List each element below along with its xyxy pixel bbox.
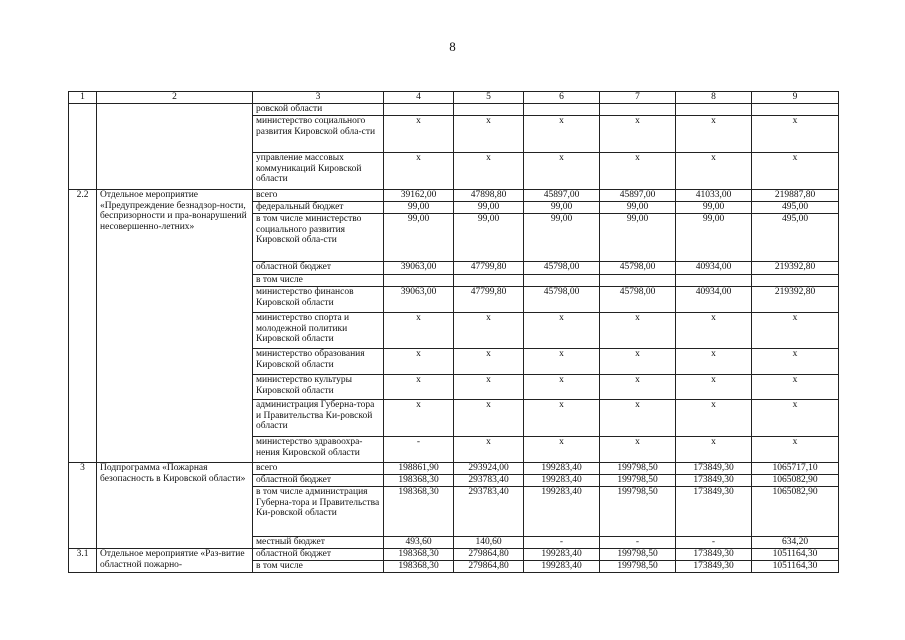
value-cell: 199283,40 xyxy=(524,463,600,475)
value-cell: х xyxy=(384,400,454,437)
header-cell: 9 xyxy=(752,92,839,104)
value-cell: 47799,80 xyxy=(454,287,524,313)
value-cell: 199283,40 xyxy=(524,561,600,573)
value-cell: х xyxy=(454,437,524,463)
value-cell: 45798,00 xyxy=(524,262,600,275)
value-cell: 45798,00 xyxy=(600,287,676,313)
value-cell: 199283,40 xyxy=(524,549,600,561)
value-cell: 99,00 xyxy=(384,214,454,262)
value-cell: 634,20 xyxy=(752,537,839,549)
value-cell: 99,00 xyxy=(454,202,524,214)
page-number: 8 xyxy=(449,39,456,54)
funding-source-cell: в том числе министерство социального развития Кировской обла-сти xyxy=(253,214,384,262)
activity-name-cell: Отдельное мероприятие «Раз-витие областной пожарно- xyxy=(97,549,253,573)
value-cell: х xyxy=(454,116,524,153)
value-cell: 40934,00 xyxy=(676,262,752,275)
value-cell: 495,00 xyxy=(752,214,839,262)
header-cell: 2 xyxy=(97,92,253,104)
funding-source-cell: местный бюджет xyxy=(253,537,384,549)
value-cell: 199798,50 xyxy=(600,475,676,487)
value-cell: 173849,30 xyxy=(676,463,752,475)
value-cell xyxy=(600,275,676,287)
value-cell: 39063,00 xyxy=(384,287,454,313)
value-cell: 495,00 xyxy=(752,202,839,214)
funding-source-cell: министерство финансов Кировской области xyxy=(253,287,384,313)
value-cell: 45897,00 xyxy=(600,190,676,202)
value-cell: 199283,40 xyxy=(524,475,600,487)
funding-source-cell: в том числе xyxy=(253,275,384,287)
value-cell: х xyxy=(676,313,752,349)
value-cell: х xyxy=(752,116,839,153)
value-cell: х xyxy=(752,313,839,349)
value-cell: 198368,30 xyxy=(384,561,454,573)
value-cell: 199798,50 xyxy=(600,487,676,537)
value-cell: 39162,00 xyxy=(384,190,454,202)
header-cell: 6 xyxy=(524,92,600,104)
row-number-cell: 3.1 xyxy=(69,549,97,573)
value-cell: 198368,30 xyxy=(384,475,454,487)
funding-source-cell: министерство социального развития Кировской обла-сти xyxy=(253,116,384,153)
value-cell: х xyxy=(600,375,676,400)
value-cell: 39063,00 xyxy=(384,262,454,275)
value-cell: 493,60 xyxy=(384,537,454,549)
value-cell xyxy=(752,275,839,287)
funding-source-cell: областной бюджет xyxy=(253,262,384,275)
value-cell: х xyxy=(676,375,752,400)
value-cell: х xyxy=(384,313,454,349)
value-cell: 293924,00 xyxy=(454,463,524,475)
value-cell xyxy=(752,104,839,116)
funding-source-cell: всего xyxy=(253,190,384,202)
value-cell: 99,00 xyxy=(600,214,676,262)
value-cell: 1065082,90 xyxy=(752,487,839,537)
activity-name-cell xyxy=(97,104,253,190)
funding-source-cell: федеральный бюджет xyxy=(253,202,384,214)
value-cell: 1051164,30 xyxy=(752,561,839,573)
value-cell xyxy=(600,104,676,116)
value-cell: 45798,00 xyxy=(600,262,676,275)
value-cell: 199798,50 xyxy=(600,463,676,475)
funding-source-cell: министерство здравоохра-нения Кировской области xyxy=(253,437,384,463)
value-cell: х xyxy=(600,437,676,463)
funding-source-cell: всего xyxy=(253,463,384,475)
table-row xyxy=(69,549,839,561)
value-cell: х xyxy=(752,375,839,400)
value-cell: х xyxy=(384,116,454,153)
budget-table xyxy=(68,91,839,573)
value-cell: 99,00 xyxy=(676,202,752,214)
value-cell: - xyxy=(676,537,752,549)
value-cell xyxy=(454,104,524,116)
value-cell: 173849,30 xyxy=(676,561,752,573)
activity-name-cell: Отдельное мероприятие «Предупреждение безнадзор-ности, беспризорности и пра-вонарушений несовершенно-летних» xyxy=(97,190,253,463)
funding-source-cell: администрация Губерна-тора и Правительства Ки-ровской области xyxy=(253,400,384,437)
value-cell: - xyxy=(384,437,454,463)
value-cell: 219392,80 xyxy=(752,287,839,313)
value-cell: 1065082,90 xyxy=(752,475,839,487)
value-cell: х xyxy=(454,153,524,190)
value-cell: 293783,40 xyxy=(454,487,524,537)
value-cell: х xyxy=(454,375,524,400)
header-cell: 4 xyxy=(384,92,454,104)
table-row xyxy=(69,190,839,202)
value-cell: х xyxy=(600,153,676,190)
value-cell: 199798,50 xyxy=(600,561,676,573)
row-number-cell xyxy=(69,104,97,190)
value-cell: 99,00 xyxy=(676,214,752,262)
funding-source-cell: в том числе xyxy=(253,561,384,573)
value-cell xyxy=(676,104,752,116)
value-cell: 219392,80 xyxy=(752,262,839,275)
value-cell: 99,00 xyxy=(384,202,454,214)
value-cell: 199798,50 xyxy=(600,549,676,561)
value-cell: 99,00 xyxy=(524,202,600,214)
row-number-cell: 2.2 xyxy=(69,190,97,463)
funding-source-cell: ровской области xyxy=(253,104,384,116)
value-cell: х xyxy=(454,349,524,375)
value-cell: х xyxy=(752,400,839,437)
funding-source-cell: областной бюджет xyxy=(253,475,384,487)
header-cell: 5 xyxy=(454,92,524,104)
table-row xyxy=(69,104,839,116)
value-cell: 47799,80 xyxy=(454,262,524,275)
value-cell xyxy=(384,104,454,116)
value-cell: х xyxy=(384,375,454,400)
header-cell: 8 xyxy=(676,92,752,104)
value-cell: х xyxy=(384,153,454,190)
value-cell: 45798,00 xyxy=(524,287,600,313)
value-cell: х xyxy=(676,349,752,375)
funding-source-cell: управление массовых коммуникаций Кировской области xyxy=(253,153,384,190)
value-cell: 99,00 xyxy=(524,214,600,262)
value-cell: х xyxy=(600,349,676,375)
header-cell: 1 xyxy=(69,92,97,104)
funding-source-cell: областной бюджет xyxy=(253,549,384,561)
header-cell: 7 xyxy=(600,92,676,104)
value-cell xyxy=(524,275,600,287)
value-cell xyxy=(676,275,752,287)
value-cell: 279864,80 xyxy=(454,561,524,573)
value-cell: 1065717,10 xyxy=(752,463,839,475)
value-cell: х xyxy=(454,313,524,349)
activity-name-cell: Подпрограмма «Пожарная безопасность в Кировской области» xyxy=(97,463,253,549)
value-cell: х xyxy=(600,116,676,153)
value-cell: - xyxy=(600,537,676,549)
value-cell: 41033,00 xyxy=(676,190,752,202)
value-cell: 173849,30 xyxy=(676,487,752,537)
value-cell: 40934,00 xyxy=(676,287,752,313)
value-cell: 198861,90 xyxy=(384,463,454,475)
funding-source-cell: министерство культуры Кировской области xyxy=(253,375,384,400)
value-cell: х xyxy=(524,313,600,349)
value-cell: х xyxy=(454,400,524,437)
value-cell: х xyxy=(752,349,839,375)
value-cell: х xyxy=(384,349,454,375)
value-cell: х xyxy=(676,437,752,463)
value-cell: х xyxy=(524,375,600,400)
value-cell: х xyxy=(524,437,600,463)
table-row xyxy=(69,463,839,475)
value-cell: 199283,40 xyxy=(524,487,600,537)
value-cell: х xyxy=(676,153,752,190)
value-cell: 293783,40 xyxy=(454,475,524,487)
value-cell xyxy=(384,275,454,287)
value-cell xyxy=(524,104,600,116)
value-cell: х xyxy=(524,153,600,190)
funding-source-cell: министерство образования Кировской области xyxy=(253,349,384,375)
header-row xyxy=(69,92,839,104)
value-cell: х xyxy=(676,400,752,437)
value-cell: х xyxy=(752,437,839,463)
value-cell: 198368,30 xyxy=(384,487,454,537)
value-cell: х xyxy=(600,313,676,349)
funding-source-cell: министерство спорта и молодежной политики Кировской области xyxy=(253,313,384,349)
funding-source-cell: в том числе администрация Губерна-тора и Правительства Ки-ровской области xyxy=(253,487,384,537)
value-cell: 173849,30 xyxy=(676,475,752,487)
value-cell: 45897,00 xyxy=(524,190,600,202)
value-cell: 99,00 xyxy=(600,202,676,214)
row-number-cell: 3 xyxy=(69,463,97,549)
value-cell: х xyxy=(600,400,676,437)
value-cell: 173849,30 xyxy=(676,549,752,561)
value-cell: 279864,80 xyxy=(454,549,524,561)
value-cell: 219887,80 xyxy=(752,190,839,202)
header-cell: 3 xyxy=(253,92,384,104)
value-cell: - xyxy=(524,537,600,549)
value-cell: х xyxy=(524,116,600,153)
value-cell: х xyxy=(524,400,600,437)
value-cell: 1051164,30 xyxy=(752,549,839,561)
value-cell: х xyxy=(524,349,600,375)
value-cell: х xyxy=(752,153,839,190)
value-cell: 140,60 xyxy=(454,537,524,549)
value-cell xyxy=(454,275,524,287)
value-cell: 198368,30 xyxy=(384,549,454,561)
value-cell: 47898,80 xyxy=(454,190,524,202)
value-cell: х xyxy=(676,116,752,153)
value-cell: 99,00 xyxy=(454,214,524,262)
